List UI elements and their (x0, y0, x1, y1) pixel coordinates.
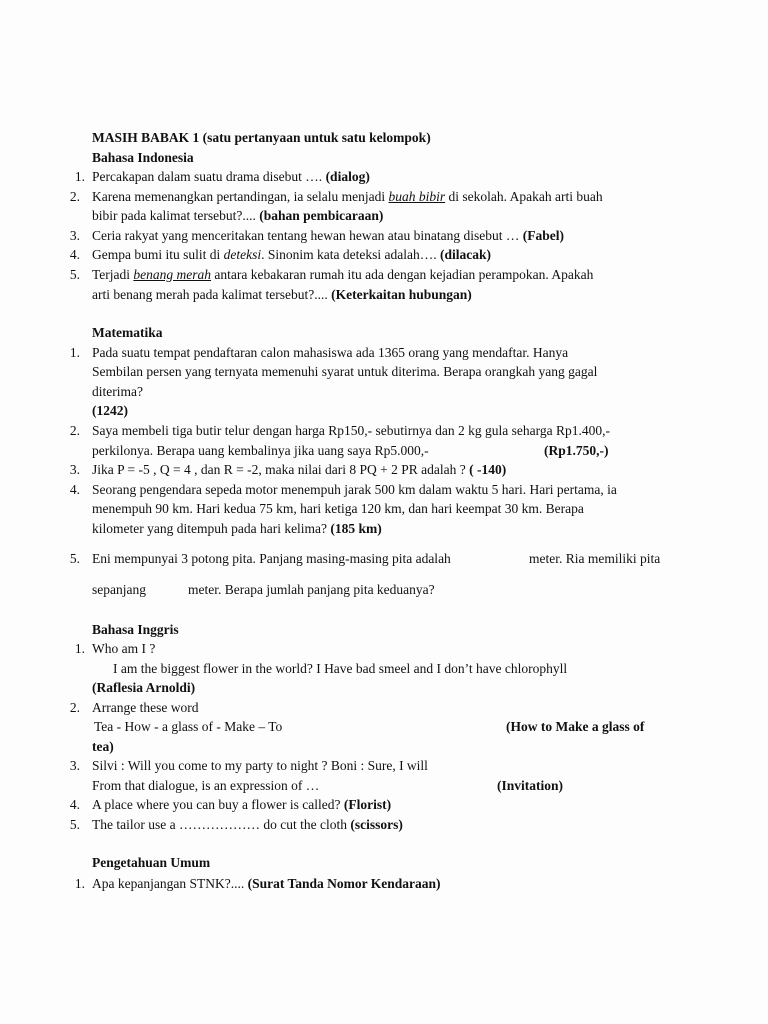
question-number: 4. (69, 247, 80, 262)
question-mat-2-line2: perkilonya. Berapa uang kembalinya jika uang saya Rp5.000,- (92, 443, 429, 458)
question-ing-3: Silvi : Will you come to my party to night ? Boni : Sure, I will (92, 758, 428, 773)
question-text: Karena memenangkan pertandingan, ia selalu menjadi (92, 189, 389, 204)
question-number: 1. (74, 876, 85, 891)
question-indo-5 (92, 265, 593, 284)
italic-term: deteksi (223, 247, 262, 262)
question-number: 1. (74, 169, 85, 184)
question-ing-1: Who am I ? (92, 641, 156, 656)
question-number: 3. (69, 758, 80, 773)
question-ing-1-line2: I am the biggest flower in the world? I Have bad smeel and I don’t have chlorophyll (113, 661, 568, 676)
section-heading-bahasa-inggris: Bahasa Inggris (92, 622, 179, 637)
answer: (Rp1.750,-) (544, 443, 609, 458)
question-text: antara kebakaran rumah itu ada dengan kejadian perampokan. Apakah (211, 267, 594, 282)
answer: (Florist) (343, 797, 392, 812)
question-text: arti benang merah pada kalimat tersebut?.... (92, 287, 332, 302)
question-text: The tailor use a ……………… do cut the cloth (92, 817, 351, 832)
question-mat-2: Saya membeli tiga butir telur dengan harga Rp150,- sebutirnya dan 2 kg gula seharga Rp1.400,- (92, 423, 611, 438)
answer: (scissors) (350, 817, 403, 832)
answer: (1242) (92, 403, 128, 418)
question-mat-4: Seorang pengendara sepeda motor menempuh jarak 500 km dalam waktu 5 hari. Hari pertama, ia (92, 482, 617, 497)
question-text: Gempa bumi itu sulit di (92, 247, 224, 262)
answer: (Surat Tanda Nomor Kendaraan) (247, 876, 441, 891)
question-text: di sekolah. Apakah arti buah (445, 189, 603, 204)
question-number: 3. (69, 462, 80, 477)
question-ing-3-line2: From that dialogue, is an expression of … (92, 778, 320, 793)
answer: (bahan pembicaraan) (259, 208, 384, 223)
question-mat-3 (92, 460, 506, 479)
question-text: Jika P = -5 , Q = 4 , dan R = -2, maka nilai dari 8 PQ + 2 PR adalah ? (92, 462, 470, 477)
question-text: Apa kepanjangan STNK?.... (92, 876, 248, 891)
question-text: Terjadi (92, 267, 134, 282)
section-heading-pengetahuan-umum: Pengetahuan Umum (92, 855, 211, 870)
question-text: Percakapan dalam suatu drama disebut …. (92, 169, 326, 184)
underlined-term: benang merah (133, 267, 212, 282)
question-number: 5. (69, 267, 80, 282)
section-heading-bahasa-indonesia: Bahasa Indonesia (92, 150, 194, 165)
answer: (Invitation) (497, 778, 564, 793)
question-number: 2. (69, 189, 80, 204)
question-ing-5 (92, 815, 403, 834)
question-number: 2. (69, 423, 80, 438)
question-ing-2: Arrange these word (92, 700, 199, 715)
answer: (dialog) (325, 169, 370, 184)
answer: (185 km) (330, 521, 382, 536)
question-number: 4. (69, 482, 80, 497)
answer: (How to Make a glass of (506, 719, 645, 734)
question-indo-2-line2 (92, 206, 383, 225)
question-text: A place where you can buy a flower is called? (92, 797, 344, 812)
question-text: . Sinonim kata deteksi adalah…. (261, 247, 440, 262)
answer: (Keterkaitan hubungan) (331, 287, 472, 302)
question-ing-4 (92, 795, 391, 814)
question-mat-5-line2-cont: meter. Berapa jumlah panjang pita keduanya? (188, 582, 435, 597)
question-umum-1 (92, 874, 441, 893)
question-indo-1 (92, 167, 370, 186)
underlined-term: buah bibir (388, 189, 446, 204)
question-ing-2-line2: Tea - How - a glass of - Make – To (94, 719, 283, 734)
answer: (Fabel) (522, 228, 564, 243)
question-indo-2 (92, 187, 603, 206)
question-mat-5-line2: sepanjang (92, 582, 146, 597)
question-number: 2. (69, 700, 80, 715)
section-heading-matematika: Matematika (92, 325, 163, 340)
answer-cont: tea) (92, 739, 114, 754)
question-number: 5. (69, 551, 80, 566)
question-mat-5-cont: meter. Ria memiliki pita (529, 551, 661, 566)
document-title: MASIH BABAK 1 (satu pertanyaan untuk satu kelompok) (92, 130, 431, 145)
question-indo-3 (92, 226, 564, 245)
question-number: 4. (69, 797, 80, 812)
question-indo-5-line2 (92, 285, 472, 304)
question-text: Ceria rakyat yang menceritakan tentang hewan hewan atau binatang disebut … (92, 228, 523, 243)
answer: (Raflesia Arnoldi) (92, 680, 196, 695)
question-text: bibir pada kalimat tersebut?.... (92, 208, 260, 223)
question-number: 5. (69, 817, 80, 832)
answer: (dilacak) (439, 247, 491, 262)
answer: ( -140) (469, 462, 507, 477)
question-number: 3. (69, 228, 80, 243)
question-number: 1. (69, 345, 80, 360)
question-mat-5: Eni mempunyai 3 potong pita. Panjang masing-masing pita adalah (92, 551, 451, 566)
question-mat-1-line2: Sembilan persen yang ternyata memenuhi syarat untuk diterima. Berapa orangkah yang gagal (92, 364, 598, 379)
question-mat-4-line2: menempuh 90 km. Hari kedua 75 km, hari ketiga 120 km, dan hari keempat 30 km. Berapa (92, 501, 584, 516)
question-mat-1: Pada suatu tempat pendaftaran calon mahasiswa ada 1365 orang yang mendaftar. Hanya (92, 345, 569, 360)
question-mat-4-line3 (92, 519, 382, 538)
question-number: 1. (74, 641, 85, 656)
question-indo-4 (92, 245, 491, 264)
question-mat-1-line3: diterima? (92, 384, 143, 399)
question-text: kilometer yang ditempuh pada hari kelima? (92, 521, 331, 536)
